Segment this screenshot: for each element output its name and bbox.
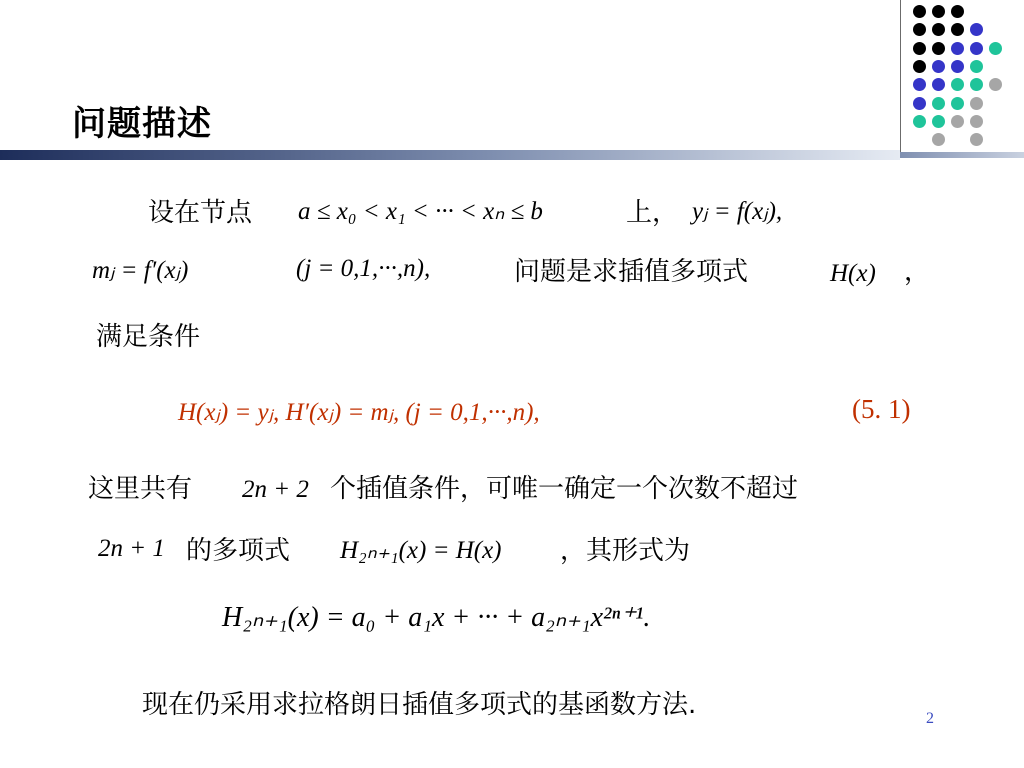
value-definition-formula: yⱼ = f(xⱼ),	[692, 198, 783, 225]
dot	[951, 115, 964, 128]
line5-text1: 的多项式	[186, 536, 291, 566]
dot	[951, 60, 964, 73]
polynomial-form-formula: H₂ₙ₊₁(x) = a₀ + a₁x + ··· + a₂ₙ₊₁x²ⁿ⁺¹.	[222, 602, 651, 633]
index-range-formula: (j = 0,1,···,n),	[296, 255, 431, 282]
dot	[932, 5, 945, 18]
dot	[932, 60, 945, 73]
dot	[970, 23, 983, 36]
dot	[951, 42, 964, 55]
dot	[932, 23, 945, 36]
dot	[989, 42, 1002, 55]
dot	[932, 115, 945, 128]
degree-formula: 2n + 1	[98, 535, 165, 562]
polynomial-identity-formula: H₂ₙ₊₁(x) = H(x)	[340, 537, 502, 564]
slide-title: 问题描述	[72, 104, 212, 144]
polynomial-symbol: H(x)	[830, 260, 876, 287]
dot	[932, 133, 945, 146]
dot	[951, 5, 964, 18]
line2-text: 问题是求插值多项式	[514, 257, 749, 287]
dot	[932, 97, 945, 110]
conclusion-text: 现在仍采用求拉格朗日插值多项式的基函数方法.	[142, 690, 697, 720]
line1-suffix: 上，	[626, 198, 679, 228]
derivative-definition-formula: mⱼ = f′(xⱼ)	[92, 257, 189, 284]
dot	[913, 42, 926, 55]
equation-label: (5. 1)	[852, 394, 911, 424]
line3-text: 满足条件	[96, 322, 201, 352]
title-underline-bar-right	[900, 152, 1024, 158]
dot	[913, 115, 926, 128]
line5-text2: ，其形式为	[560, 536, 691, 566]
dot	[932, 78, 945, 91]
dot	[970, 42, 983, 55]
dot	[913, 5, 926, 18]
page-number: 2	[926, 710, 934, 727]
dot	[970, 97, 983, 110]
dot	[913, 78, 926, 91]
line2-comma: ，	[904, 257, 931, 287]
dot	[951, 23, 964, 36]
dot	[951, 78, 964, 91]
condition-count-formula: 2n + 2	[242, 476, 309, 503]
dot	[932, 42, 945, 55]
dot	[989, 78, 1002, 91]
dot	[913, 60, 926, 73]
node-condition-formula: a ≤ x₀ < x₁ < ··· < xₙ ≤ b	[298, 198, 543, 225]
dot	[913, 97, 926, 110]
dot	[970, 60, 983, 73]
interpolation-conditions-formula: H(xⱼ) = yⱼ, H′(xⱼ) = mⱼ, (j = 0,1,···,n),	[178, 399, 540, 426]
line4-prefix: 这里共有	[88, 474, 193, 504]
dot	[970, 78, 983, 91]
dot	[970, 115, 983, 128]
title-underline-bar	[0, 150, 900, 160]
line1-prefix: 设在节点	[148, 198, 253, 228]
dot	[951, 97, 964, 110]
dot	[970, 133, 983, 146]
header-vertical-divider	[900, 0, 901, 152]
dot	[913, 23, 926, 36]
line4-text: 个插值条件，可唯一确定一个次数不超过	[330, 474, 799, 504]
